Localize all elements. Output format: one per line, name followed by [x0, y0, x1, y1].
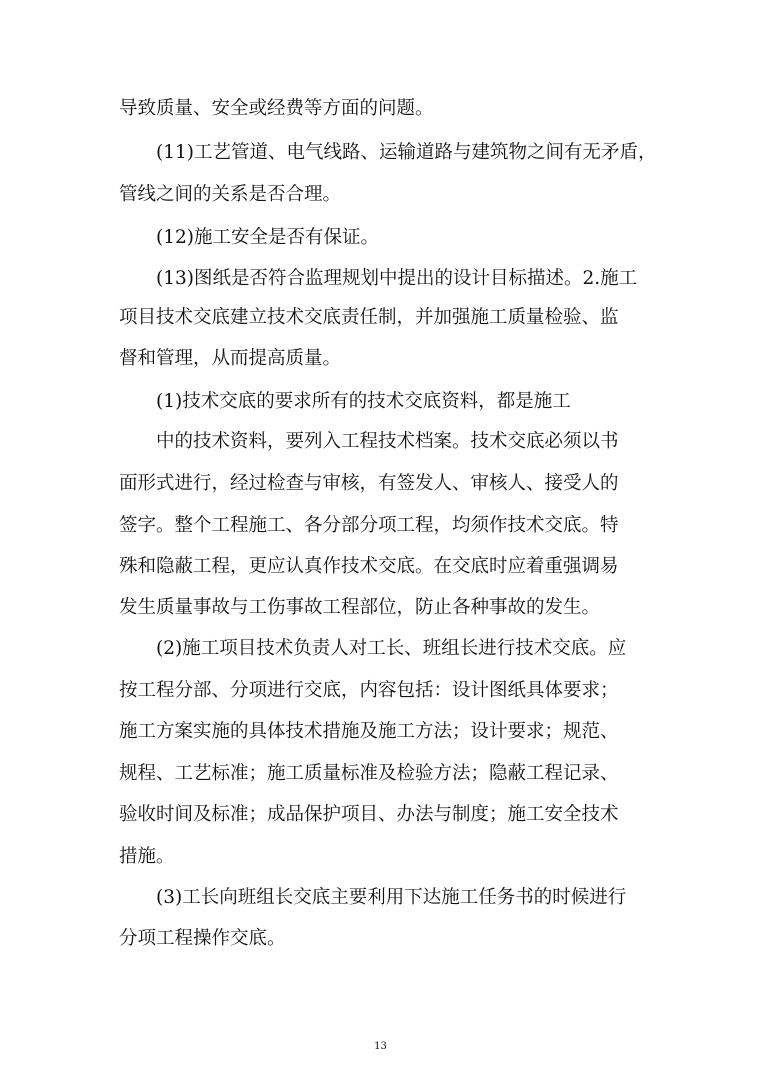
text-line: (2)施工项目技术负责人对工长、班组长进行技术交底。应: [156, 638, 627, 659]
text-line: 殊和隐蔽工程，更应认真作技术交底。在交底时应着重强调易: [119, 556, 619, 577]
text-line: 签字。整个工程施工、各分部分项工程，均须作技术交底。特: [119, 515, 619, 536]
text-line: (12)施工安全是否有保证。: [156, 227, 379, 248]
text-line: 导致质量、安全或经费等方面的问题。: [119, 98, 434, 119]
text-line: 验收时间及标准；成品保护项目、办法与制度；施工安全技术: [119, 804, 619, 825]
text-line: 督和管理，从而提高质量。: [119, 348, 342, 369]
text-line: 中的技术资料，要列入工程技术档案。技术交底必须以书: [156, 431, 619, 452]
text-line: 项目技术交底建立技术交底责任制，并加强施工质量检验、监: [119, 307, 619, 328]
text-line: 施工方案实施的具体技术措施及施工方法；设计要求；规范、: [119, 721, 619, 742]
text-line: 措施。: [119, 846, 175, 867]
text-line: 按工程分部、分项进行交底，内容包括：设计图纸具体要求；: [119, 680, 619, 701]
text-line: (13)图纸是否符合监理规划中提出的设计目标描述。2.施工: [156, 268, 638, 289]
text-line: 管线之间的关系是否合理。: [119, 184, 342, 205]
text-line: 规程、工艺标准；施工质量标准及检验方法；隐蔽工程记录、: [119, 763, 619, 784]
text-line: 分项工程操作交底。: [119, 928, 286, 949]
text-line: (1)技术交底的要求所有的技术交底资料，都是施工: [156, 391, 571, 412]
text-line: 发生质量事故与工伤事故工程部位，防止各种事故的发生。: [119, 597, 601, 618]
text-line: (11)工艺管道、电气线路、运输道路与建筑物之间有无矛盾，: [156, 142, 657, 163]
text-line: (3)工长向班组长交底主要利用下达施工任务书的时候进行: [156, 887, 627, 908]
text-line: 面形式进行，经过检查与审核，有签发人、审核人、接受人的: [119, 473, 619, 494]
page-number: 13: [374, 1041, 387, 1052]
